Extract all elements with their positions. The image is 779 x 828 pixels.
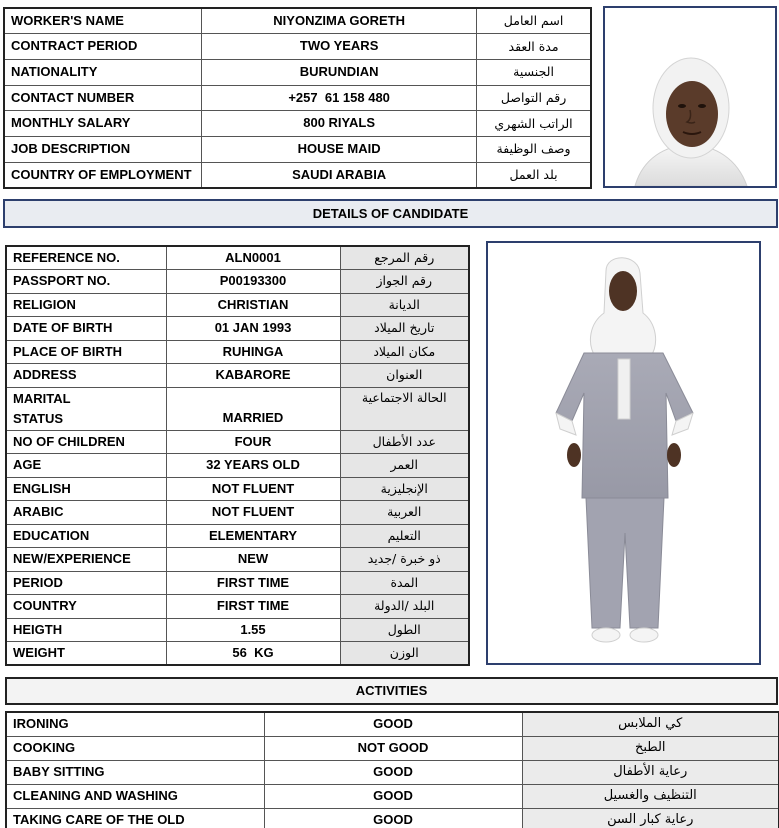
english-label: ENGLISH bbox=[6, 477, 166, 501]
place-of-birth-value: RUHINGA bbox=[166, 340, 340, 364]
table-row bbox=[6, 736, 779, 760]
no-of-children-value: FOUR bbox=[166, 430, 340, 454]
table-row bbox=[6, 548, 469, 572]
table-row bbox=[4, 111, 591, 137]
age-value: 32 YEARS OLD bbox=[166, 454, 340, 478]
monthly-salary-value: 800 RIYALS bbox=[202, 111, 477, 137]
table-row bbox=[6, 317, 469, 341]
candidate-details-table bbox=[5, 245, 470, 666]
baby-sitting-label-ar: رعاية الأطفال bbox=[522, 760, 779, 784]
table-row bbox=[6, 246, 469, 270]
cooking-label: COOKING bbox=[6, 736, 264, 760]
education-label-ar: التعليم bbox=[340, 524, 469, 548]
cleaning-and-washing-label: CLEANING AND WASHING bbox=[6, 784, 264, 808]
contact-number-label: CONTACT NUMBER bbox=[4, 85, 202, 111]
date-of-birth-label: DATE OF BIRTH bbox=[6, 317, 166, 341]
marital-status-label: MARITAL STATUS bbox=[6, 387, 166, 430]
marital-status-value: MARRIED bbox=[166, 387, 340, 430]
no-of-children-label: NO OF CHILDREN bbox=[6, 430, 166, 454]
address-label-ar: العنوان bbox=[340, 364, 469, 388]
age-label: AGE bbox=[6, 454, 166, 478]
arabic-label-ar: العربية bbox=[340, 501, 469, 525]
country-of-employment-label-ar: بلد العمل bbox=[477, 162, 591, 188]
religion-label-ar: الديانة bbox=[340, 293, 469, 317]
table-row bbox=[6, 387, 469, 430]
candidate-section-header: DETAILS OF CANDIDATE bbox=[3, 199, 778, 228]
table-row bbox=[6, 340, 469, 364]
table-row bbox=[4, 8, 591, 34]
taking-care-of-the-old-rating: GOOD bbox=[264, 808, 522, 828]
monthly-salary-label-ar: الراتب الشهري bbox=[477, 111, 591, 137]
worker-name-label: WORKER'S NAME bbox=[4, 8, 202, 34]
address-value: KABARORE bbox=[166, 364, 340, 388]
contact-number-label-ar: رقم التواصل bbox=[477, 85, 591, 111]
country-label-ar: البلد /الدولة bbox=[340, 595, 469, 619]
heigth-label: HEIGTH bbox=[6, 618, 166, 642]
reference-no-value: ALN0001 bbox=[166, 246, 340, 270]
portrait-photo bbox=[603, 6, 777, 188]
marital-status-label-ar: الحالة الاجتماعية bbox=[340, 387, 469, 430]
table-row bbox=[4, 162, 591, 188]
table-row bbox=[6, 595, 469, 619]
table-row bbox=[4, 34, 591, 60]
contract-period-value: TWO YEARS bbox=[202, 34, 477, 60]
period-value: FIRST TIME bbox=[166, 571, 340, 595]
taking-care-of-the-old-label-ar: رعاية كبار السن bbox=[522, 808, 779, 828]
baby-sitting-rating: GOOD bbox=[264, 760, 522, 784]
table-row bbox=[4, 85, 591, 111]
worker-name-value: NIYONZIMA GORETH bbox=[202, 8, 477, 34]
taking-care-of-the-old-label: TAKING CARE OF THE OLD bbox=[6, 808, 264, 828]
arabic-value: NOT FLUENT bbox=[166, 501, 340, 525]
table-row bbox=[6, 571, 469, 595]
country-value: FIRST TIME bbox=[166, 595, 340, 619]
passport-no-label-ar: رقم الجواز bbox=[340, 270, 469, 294]
passport-no-label: PASSPORT NO. bbox=[6, 270, 166, 294]
monthly-salary-label: MONTHLY SALARY bbox=[4, 111, 202, 137]
nationality-label-ar: الجنسية bbox=[477, 59, 591, 85]
address-label: ADDRESS bbox=[6, 364, 166, 388]
date-of-birth-value: 01 JAN 1993 bbox=[166, 317, 340, 341]
table-row bbox=[6, 293, 469, 317]
education-label: EDUCATION bbox=[6, 524, 166, 548]
table-row bbox=[6, 524, 469, 548]
passport-no-value: P00193300 bbox=[166, 270, 340, 294]
reference-no-label: REFERENCE NO. bbox=[6, 246, 166, 270]
heigth-label-ar: الطول bbox=[340, 618, 469, 642]
place-of-birth-label: PLACE OF BIRTH bbox=[6, 340, 166, 364]
worker-name-label-ar: اسم العامل bbox=[477, 8, 591, 34]
job-description-label-ar: وصف الوظيفة bbox=[477, 136, 591, 162]
education-value: ELEMENTARY bbox=[166, 524, 340, 548]
portrait-image bbox=[605, 8, 775, 186]
ironing-rating: GOOD bbox=[264, 712, 522, 736]
country-of-employment-value: SAUDI ARABIA bbox=[202, 162, 477, 188]
cooking-rating: NOT GOOD bbox=[264, 736, 522, 760]
weight-label-ar: الوزن bbox=[340, 642, 469, 666]
table-row bbox=[6, 808, 779, 828]
table-row bbox=[6, 270, 469, 294]
country-of-employment-label: COUNTRY OF EMPLOYMENT bbox=[4, 162, 202, 188]
new-experience-label: NEW/EXPERIENCE bbox=[6, 548, 166, 572]
table-row bbox=[6, 477, 469, 501]
table-row bbox=[4, 136, 591, 162]
worker-info-table bbox=[3, 7, 592, 189]
english-value: NOT FLUENT bbox=[166, 477, 340, 501]
table-row bbox=[6, 712, 779, 736]
table-row bbox=[6, 784, 779, 808]
date-of-birth-label-ar: تاريخ الميلاد bbox=[340, 317, 469, 341]
table-row bbox=[6, 760, 779, 784]
baby-sitting-label: BABY SITTING bbox=[6, 760, 264, 784]
full-body-photo bbox=[486, 241, 761, 665]
cleaning-and-washing-label-ar: التنظيف والغسيل bbox=[522, 784, 779, 808]
ironing-label: IRONING bbox=[6, 712, 264, 736]
arabic-label: ARABIC bbox=[6, 501, 166, 525]
table-row bbox=[6, 430, 469, 454]
period-label: PERIOD bbox=[6, 571, 166, 595]
age-label-ar: العمر bbox=[340, 454, 469, 478]
religion-value: CHRISTIAN bbox=[166, 293, 340, 317]
table-row bbox=[6, 364, 469, 388]
table-row bbox=[6, 454, 469, 478]
contract-period-label-ar: مدة العقد bbox=[477, 34, 591, 60]
heigth-value: 1.55 bbox=[166, 618, 340, 642]
contact-number-value: +257 61 158 480 bbox=[202, 85, 477, 111]
weight-label: WEIGHT bbox=[6, 642, 166, 666]
full-body-image bbox=[488, 243, 759, 663]
table-row bbox=[4, 59, 591, 85]
contract-period-label: CONTRACT PERIOD bbox=[4, 34, 202, 60]
new-experience-value: NEW bbox=[166, 548, 340, 572]
activities-section-header: ACTIVITIES bbox=[5, 677, 778, 705]
job-description-value: HOUSE MAID bbox=[202, 136, 477, 162]
activities-table bbox=[5, 711, 779, 828]
religion-label: RELIGION bbox=[6, 293, 166, 317]
table-row bbox=[6, 501, 469, 525]
ironing-label-ar: كي الملابس bbox=[522, 712, 779, 736]
nationality-value: BURUNDIAN bbox=[202, 59, 477, 85]
no-of-children-label-ar: عدد الأطفال bbox=[340, 430, 469, 454]
weight-value: 56 KG bbox=[166, 642, 340, 666]
reference-no-label-ar: رقم المرجع bbox=[340, 246, 469, 270]
cooking-label-ar: الطبخ bbox=[522, 736, 779, 760]
place-of-birth-label-ar: مكان الميلاد bbox=[340, 340, 469, 364]
table-row bbox=[6, 618, 469, 642]
country-label: COUNTRY bbox=[6, 595, 166, 619]
new-experience-label-ar: ذو خبرة /جديد bbox=[340, 548, 469, 572]
nationality-label: NATIONALITY bbox=[4, 59, 202, 85]
job-description-label: JOB DESCRIPTION bbox=[4, 136, 202, 162]
cleaning-and-washing-rating: GOOD bbox=[264, 784, 522, 808]
table-row bbox=[6, 642, 469, 666]
english-label-ar: الإنجليزية bbox=[340, 477, 469, 501]
period-label-ar: المدة bbox=[340, 571, 469, 595]
